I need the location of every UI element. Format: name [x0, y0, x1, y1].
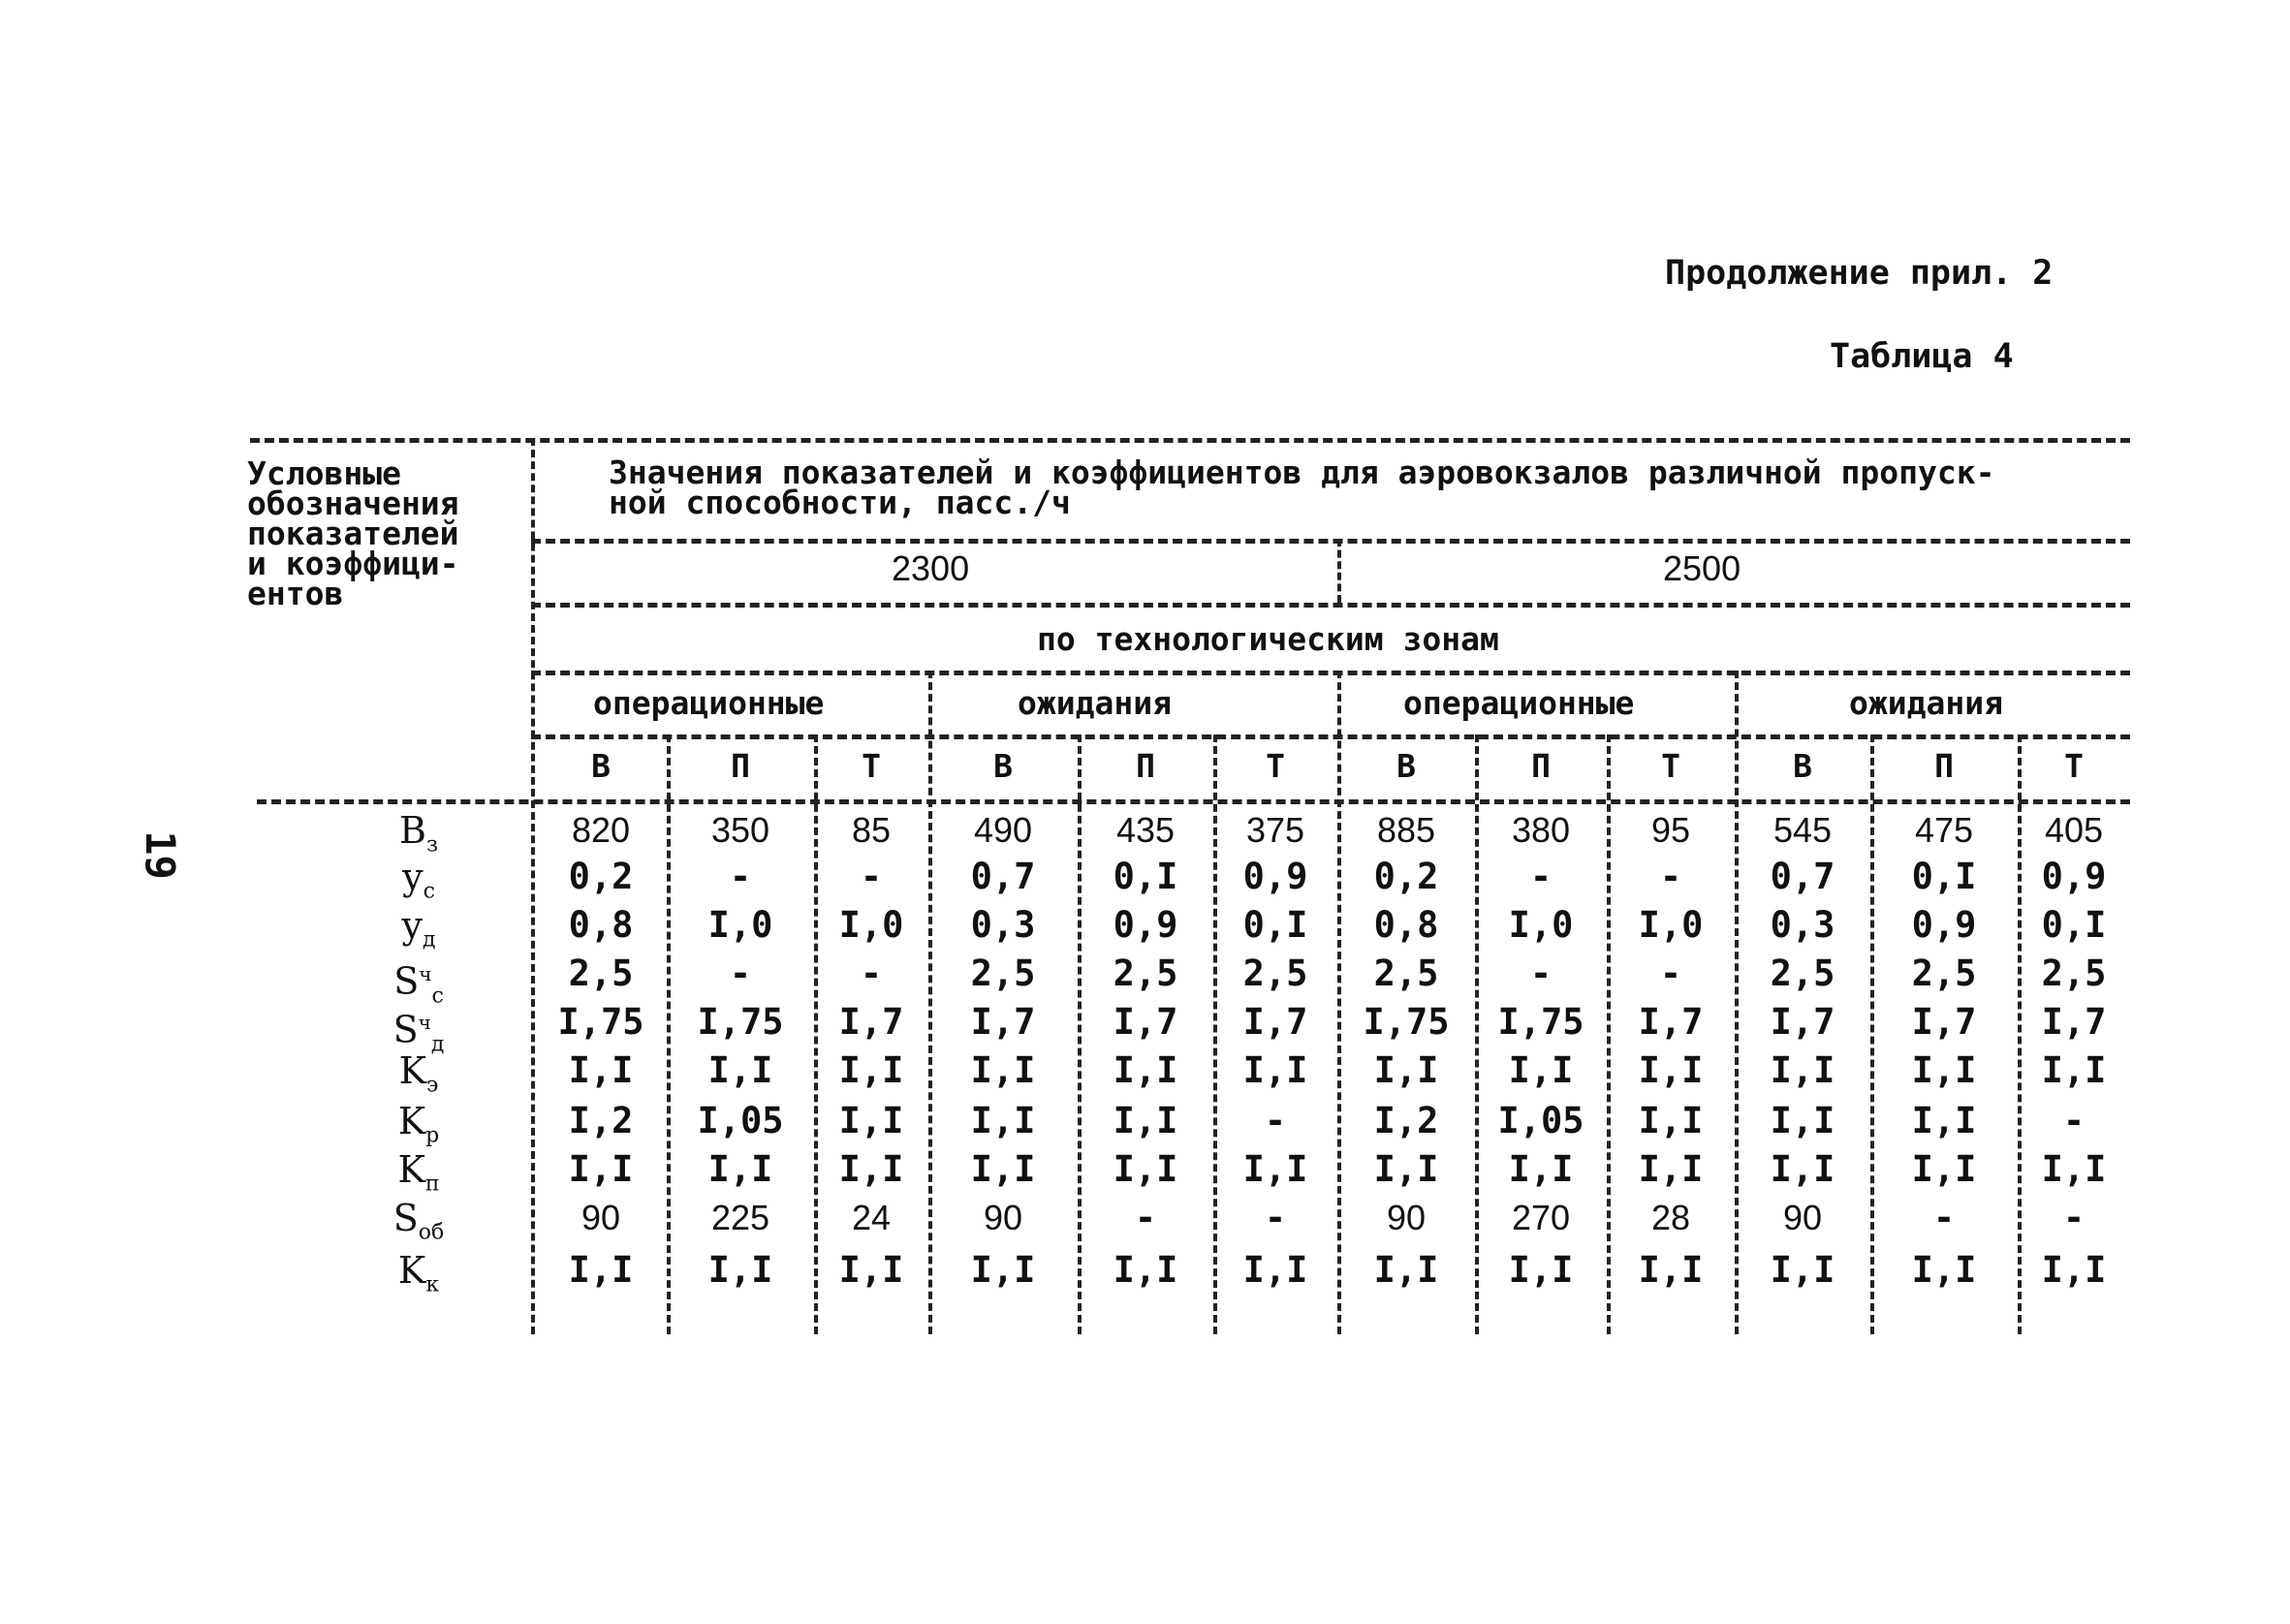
table-cell: I,I	[1242, 1148, 1308, 1190]
table-cell: 2,5	[970, 953, 1036, 994]
zones-label: по технологическим зонам	[1037, 620, 1499, 658]
row-symbol-subscript: с	[423, 879, 435, 904]
table-cell: 375	[1245, 810, 1305, 850]
table-cell: I,I	[838, 1100, 904, 1141]
row-symbol-letter: B	[399, 809, 426, 852]
table-cell: -	[860, 953, 883, 994]
table-cell: I,I	[1113, 1148, 1178, 1190]
row-symbol-subscript: р	[425, 1123, 440, 1148]
sub-col-header: Т	[2064, 747, 2084, 785]
row-symbol	[361, 1145, 477, 1197]
table-cell: I,75	[557, 1001, 644, 1043]
sub-col-header: В	[1396, 747, 1416, 785]
vrule-capacity	[1337, 539, 1341, 603]
rule-capacity	[531, 539, 2130, 544]
capacity-2300: 2300	[892, 548, 970, 588]
table-caption: Значения показателей и коэффициентов для аэровокзалов различной пропуск- ной способности, пасс./ч	[609, 453, 1995, 521]
table-cell: I,I	[970, 1249, 1036, 1291]
stub-header: Условные обозначения показателей и коэффици- ентов	[247, 454, 459, 612]
table-cell: I,I	[1638, 1100, 1704, 1141]
table-cell: I,I	[707, 1049, 773, 1091]
table-cell: 2,5	[568, 953, 634, 994]
table-cell: 885	[1376, 810, 1436, 850]
table-cell: 2,5	[1113, 953, 1178, 994]
table-cell: -	[1529, 856, 1553, 897]
rule-zones-label	[531, 603, 2130, 608]
table-cell: I,0	[1638, 904, 1704, 946]
table-cell: I,I	[838, 1049, 904, 1091]
table-cell: 0,7	[970, 856, 1036, 897]
table-cell: I,I	[2041, 1049, 2107, 1091]
row-symbol	[361, 950, 477, 1009]
sub-col-header: Т	[1661, 747, 1680, 785]
table-title: Таблица 4	[1830, 337, 2014, 376]
table-cell: 90	[983, 1198, 1023, 1237]
table-cell: 0,8	[1373, 904, 1439, 946]
table-cell: 0,9	[1242, 856, 1308, 897]
rule-subcols	[531, 734, 2130, 739]
table-cell: I,I	[707, 1249, 773, 1291]
table-cell: I,0	[707, 904, 773, 946]
row-symbol-letter: K	[397, 1100, 426, 1142]
row-symbol-subscript: д	[430, 1032, 445, 1057]
table-cell: I,I	[1770, 1249, 1835, 1291]
table-cell: I,0	[838, 904, 904, 946]
table-cell: -	[1529, 953, 1553, 994]
row-symbol-letter: y	[402, 856, 423, 898]
table-cell: 90	[1386, 1198, 1427, 1237]
table-cell: I,7	[970, 1001, 1036, 1043]
table-cell: 0,9	[1113, 904, 1178, 946]
table-cell: 2,5	[1911, 953, 1977, 994]
table-cell: I,2	[1373, 1100, 1439, 1141]
table-cell: 0,8	[568, 904, 634, 946]
zone-waiting-1: ожидания	[1018, 684, 1172, 722]
table-cell: 0,I	[1911, 856, 1977, 897]
table-cell: -	[1932, 1197, 1956, 1238]
row-symbol	[361, 901, 477, 953]
table-cell: I,05	[1497, 1100, 1584, 1141]
table-cell: I,I	[1638, 1049, 1704, 1091]
table-cell: I,0	[1508, 904, 1574, 946]
row-symbol	[361, 1046, 477, 1098]
sub-col-header: П	[1531, 747, 1551, 785]
table-cell: I,I	[838, 1249, 904, 1291]
row-symbol-letter: y	[401, 904, 423, 947]
table-cell: I,I	[970, 1100, 1036, 1141]
table-cell: I,7	[838, 1001, 904, 1043]
table-cell: I,I	[1508, 1049, 1574, 1091]
table-cell: I,I	[1638, 1148, 1704, 1190]
table-cell: 435	[1115, 810, 1176, 850]
table-cell: 0,I	[2041, 904, 2107, 946]
row-symbol	[361, 1246, 477, 1295]
row-symbol-letter: S	[392, 1008, 419, 1051]
table-cell: 90	[1782, 1198, 1823, 1237]
table-cell: I,I	[568, 1049, 634, 1091]
row-symbol-subscript: з	[425, 832, 438, 858]
table-cell: 0,2	[568, 856, 634, 897]
table-cell: 350	[710, 810, 770, 850]
table-cell: I,7	[1113, 1001, 1178, 1043]
table-cell: I,I	[1638, 1249, 1704, 1291]
table-cell: -	[2062, 1100, 2086, 1141]
table-cell: 270	[1511, 1198, 1571, 1237]
table-cell: 95	[1650, 810, 1691, 850]
table-cell: I,05	[697, 1100, 784, 1141]
sub-col-header: П	[1136, 747, 1155, 785]
row-symbol-letter: K	[397, 1148, 425, 1191]
row-symbol	[361, 1097, 477, 1148]
rule-header-bottom	[257, 799, 2130, 804]
table-cell: I,I	[707, 1148, 773, 1190]
table-cell: I,7	[1770, 1001, 1835, 1043]
table-cell: I,I	[1242, 1049, 1308, 1091]
row-symbol-subscript: об	[418, 1220, 445, 1245]
table-cell: -	[1264, 1100, 1287, 1141]
zone-waiting-2: ожидания	[1849, 684, 2003, 722]
table-cell: I,I	[970, 1148, 1036, 1190]
table-cell: 85	[851, 810, 892, 850]
table-cell: I,7	[1911, 1001, 1977, 1043]
table-cell: 28	[1650, 1198, 1691, 1237]
table-cell: 545	[1772, 810, 1833, 850]
table-cell: I,I	[1113, 1100, 1178, 1141]
table-cell: I,I	[1113, 1049, 1178, 1091]
table-cell: 380	[1511, 810, 1571, 850]
table-cell: I,I	[1770, 1049, 1835, 1091]
table-cell: -	[1264, 1197, 1287, 1238]
row-symbol	[361, 853, 477, 904]
table-cell: 0,3	[970, 904, 1036, 946]
table-cell: I,I	[1242, 1249, 1308, 1291]
table-cell: I,I	[568, 1249, 634, 1291]
row-symbol-letter: K	[397, 1249, 426, 1292]
table-cell: I,I	[1508, 1249, 1574, 1291]
table-cell: I,I	[1373, 1249, 1439, 1291]
table-cell: 0,3	[1770, 904, 1835, 946]
table-cell: 2,5	[2041, 953, 2107, 994]
table-cell: -	[729, 856, 752, 897]
table-cell: 225	[710, 1198, 770, 1237]
sub-col-header: В	[1793, 747, 1812, 785]
row-symbol-subscript: к	[425, 1272, 440, 1297]
row-symbol-letter: K	[398, 1049, 427, 1092]
table-cell: I,7	[2041, 1001, 2107, 1043]
row-symbol-subscript: с	[431, 984, 444, 1009]
table-cell: I,I	[568, 1148, 634, 1190]
table-cell: I,I	[838, 1148, 904, 1190]
table-cell: 0,7	[1770, 856, 1835, 897]
table-cell: I,I	[1373, 1049, 1439, 1091]
table-cell: I,I	[2041, 1249, 2107, 1291]
row-symbol-subscript: п	[424, 1171, 440, 1197]
table-cell: I,75	[1363, 1001, 1450, 1043]
table-cell: 2,5	[1770, 953, 1835, 994]
table-cell: 24	[851, 1198, 892, 1237]
table-cell: I,I	[970, 1049, 1036, 1091]
sub-col-header: Т	[862, 747, 881, 785]
capacity-2500: 2500	[1663, 548, 1741, 588]
sub-col-header: В	[993, 747, 1013, 785]
table-cell: I,I	[1911, 1249, 1977, 1291]
table-cell: I,I	[1911, 1148, 1977, 1190]
zone-operational-1: операционные	[593, 684, 825, 722]
page-number: 19	[136, 830, 184, 880]
sub-col-header: П	[1934, 747, 1954, 785]
table-cell: I,7	[1242, 1001, 1308, 1043]
table-cell: I,I	[1113, 1249, 1178, 1291]
table-cell: I,I	[1508, 1148, 1574, 1190]
table-cell: -	[1134, 1197, 1157, 1238]
table-cell: I,75	[697, 1001, 784, 1043]
table-cell: 820	[571, 810, 631, 850]
table-cell: -	[860, 856, 883, 897]
table-cell: 2,5	[1242, 953, 1308, 994]
table-cell: 0,I	[1113, 856, 1178, 897]
table-cell: -	[1659, 953, 1682, 994]
table-cell: I,I	[1911, 1049, 1977, 1091]
table-cell: -	[729, 953, 752, 994]
table-cell: 405	[2044, 810, 2104, 850]
row-symbol	[361, 998, 477, 1057]
row-symbol-subscript: д	[422, 927, 436, 953]
table-cell: -	[2062, 1197, 2086, 1238]
row-symbol-letter: S	[392, 1197, 419, 1239]
row-symbol-superscript: ч	[418, 1011, 431, 1034]
table-cell: -	[1659, 856, 1682, 897]
table-cell: 0,I	[1242, 904, 1308, 946]
table-cell: I,I	[1770, 1100, 1835, 1141]
row-symbol-subscript: э	[426, 1073, 439, 1098]
table-cell: 475	[1914, 810, 1974, 850]
row-symbol	[361, 806, 477, 858]
row-symbol	[361, 1194, 477, 1245]
sub-col-header: В	[591, 747, 611, 785]
table-cell: 0,9	[1911, 904, 1977, 946]
table-cell: 0,2	[1373, 856, 1439, 897]
sub-col-header: Т	[1266, 747, 1285, 785]
rule-zones	[531, 671, 2130, 675]
zone-operational-2: операционные	[1403, 684, 1635, 722]
table-cell: 2,5	[1373, 953, 1439, 994]
table-cell: I,75	[1497, 1001, 1584, 1043]
row-symbol-superscript: ч	[419, 962, 432, 985]
table-cell: 0,9	[2041, 856, 2107, 897]
table-cell: 490	[973, 810, 1033, 850]
table-cell: I,2	[568, 1100, 634, 1141]
table-cell: I,I	[1373, 1148, 1439, 1190]
sub-col-header: П	[731, 747, 750, 785]
row-symbol-letter: S	[393, 959, 420, 1003]
table-cell: I,7	[1638, 1001, 1704, 1043]
table-cell: I,I	[1770, 1148, 1835, 1190]
table-cell: I,I	[1911, 1100, 1977, 1141]
table-cell: 90	[580, 1198, 621, 1237]
continuation-label: Продолжение прил. 2	[1665, 254, 2054, 293]
table-cell: I,I	[2041, 1148, 2107, 1190]
